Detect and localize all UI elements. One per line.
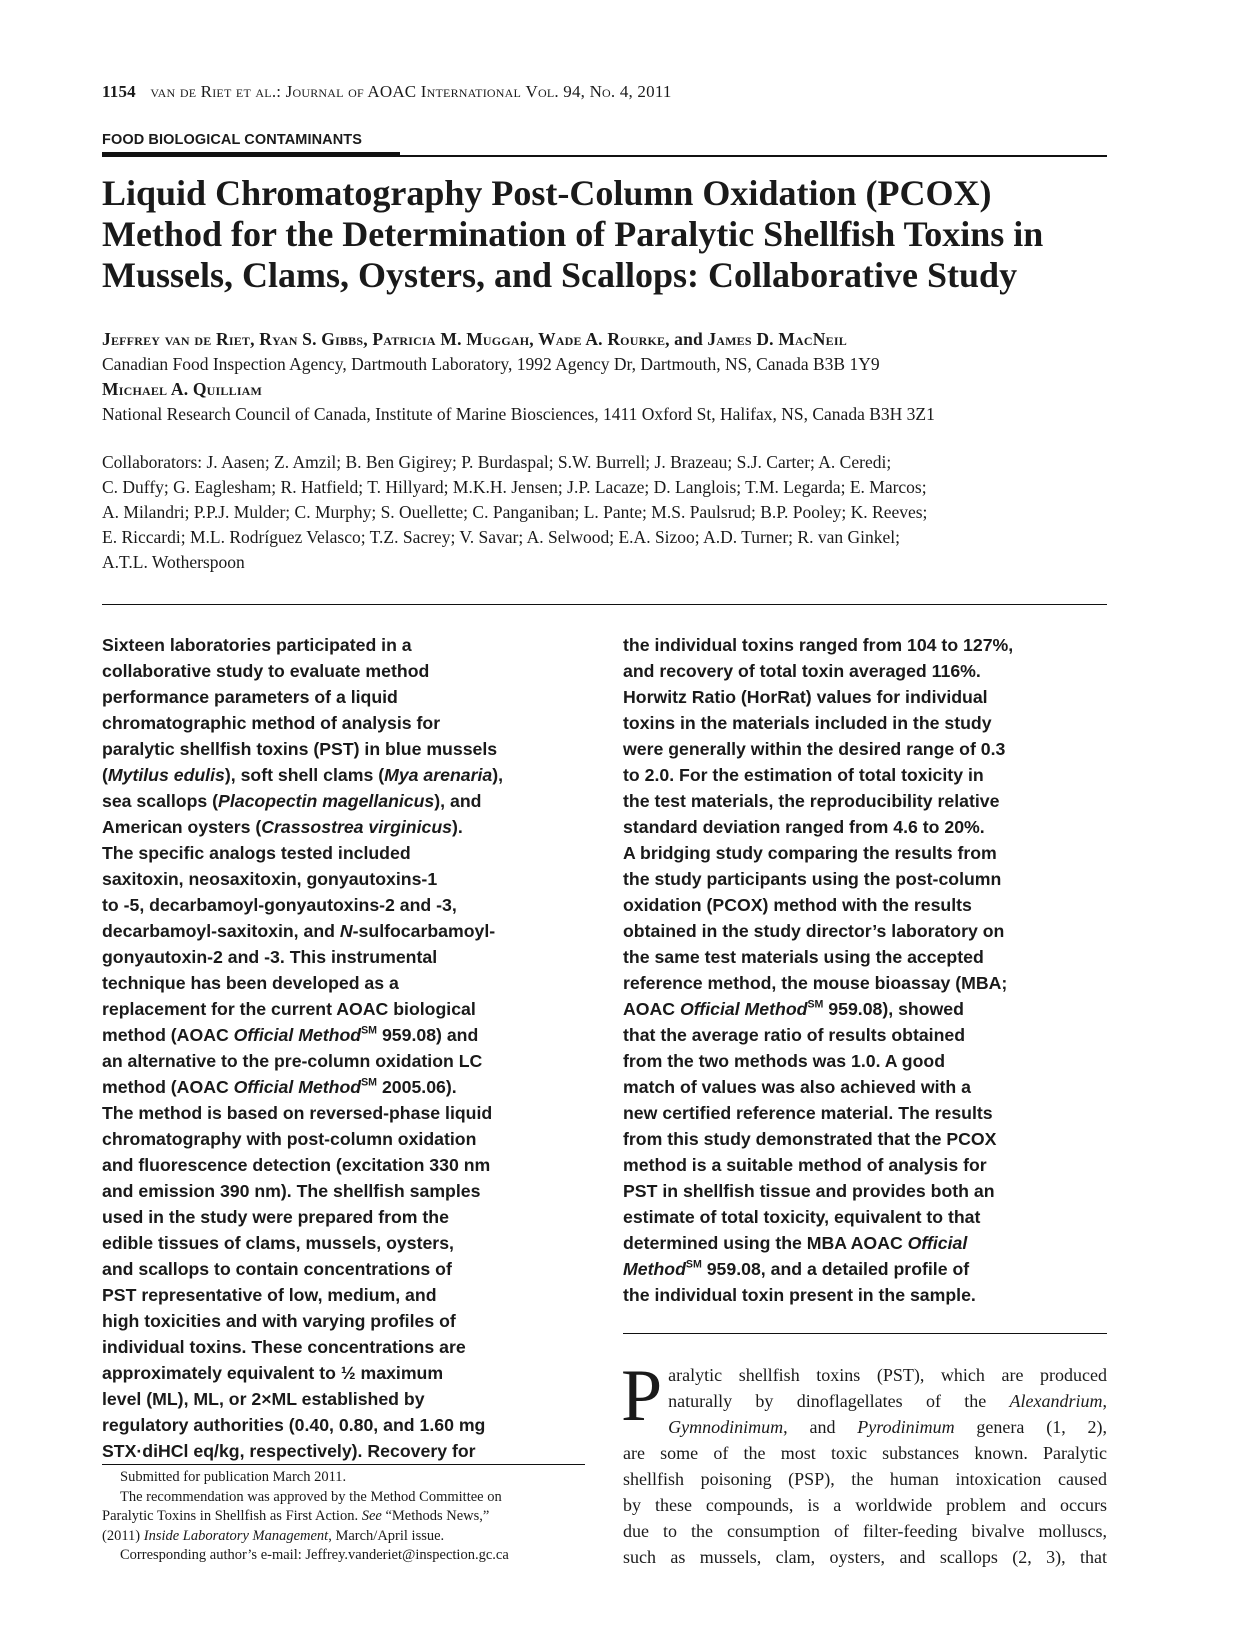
abstract-line: method is a suitable method of analysis for	[623, 1155, 987, 1175]
body-line: such as mussels, clam, oysters, and scallops (2, 3), that	[623, 1547, 1107, 1567]
abstract-line: the test materials, the reproducibility relative	[623, 791, 1000, 811]
footnotes	[102, 1468, 592, 1566]
authors-block	[102, 327, 1112, 427]
abstract-end-rule	[623, 1333, 1107, 1334]
article-title	[102, 173, 1112, 296]
collaborators-line: A.T.L. Wotherspoon	[102, 552, 245, 572]
abstract-line: chromatography with post-column oxidation	[102, 1129, 477, 1149]
footnote-recommendation: The recommendation was approved by the Method Committee on	[120, 1488, 502, 1505]
abstract-line: to -5, decarbamoyl-gonyautoxins-2 and -3,	[102, 895, 457, 915]
abstract-line: decarbamoyl-saxitoxin, and N-sulfocarbamoyl-	[102, 921, 496, 941]
abstract-line: edible tissues of clams, mussels, oysters,	[102, 1233, 454, 1253]
abstract-line: saxitoxin, neosaxitoxin, gonyautoxins-1	[102, 869, 438, 889]
abstract-line: used in the study were prepared from the	[102, 1207, 449, 1227]
abstract-line: Horwitz Ratio (HorRat) values for individual	[623, 687, 988, 707]
abstract-line: sea scallops (Placopectin magellanicus), and	[102, 791, 482, 811]
abstract-line: the same test materials using the accepted	[623, 947, 984, 967]
abstract-line: The specific analogs tested included	[102, 843, 411, 863]
abstract-line: and fluorescence detection (excitation 330 nm	[102, 1155, 491, 1175]
footnote-rule	[102, 1464, 585, 1465]
affiliation-2: National Research Council of Canada, Institute of Marine Biosciences, 1411 Oxford St, Halifax, NS, Canada B3H 3Z1	[102, 404, 935, 424]
abstract-line: that the average ratio of results obtained	[623, 1025, 966, 1045]
species-name: Crassostrea virginicus	[261, 817, 452, 837]
collaborators-line: C. Duffy; G. Eaglesham; R. Hatfield; T. Hillyard; M.K.H. Jensen; J.P. Lacaze; D. Langlois; T.M. Legarda; E. Marcos;	[102, 477, 927, 497]
abstract-line: from this study demonstrated that the PCOX	[623, 1129, 997, 1149]
abstract-line: regulatory authorities (0.40, 0.80, and 1.60 mg	[102, 1415, 486, 1435]
abstract-line: individual toxins. These concentrations are	[102, 1337, 466, 1357]
abstract-line: American oysters (Crassostrea virginicus).	[102, 817, 463, 837]
collaborators-line: E. Riccardi; M.L. Rodríguez Velasco; T.Z. Sacrey; V. Savar; A. Selwood; E.A. Sizoo; A.D. Turner; R. van Ginkel;	[102, 527, 900, 547]
abstract-line: replacement for the current AOAC biological	[102, 999, 476, 1019]
abstract-line: standard deviation ranged from 4.6 to 20%.	[623, 817, 985, 837]
abstract-line: toxins in the materials included in the study	[623, 713, 992, 733]
abstract-line: AOAC Official Method℠ 959.08), showed	[623, 998, 964, 1019]
header-divider	[102, 604, 1107, 605]
author-names-1: Jeffrey van de Riet, Ryan S. Gibbs, Patricia M. Muggah, Wade A. Rourke,	[102, 329, 670, 349]
body-line: aralytic shellfish toxins (PST), which are produced	[668, 1365, 1107, 1385]
author-and: and	[674, 329, 703, 349]
author-names-1-last: James D. MacNeil	[707, 329, 847, 349]
abstract-line: technique has been developed as a	[102, 973, 399, 993]
abstract-line: high toxicities and with varying profiles of	[102, 1311, 456, 1331]
species-name: Mytilus edulis	[107, 765, 225, 785]
body-line: naturally by dinoflagellates of the Alexandrium,	[668, 1391, 1107, 1411]
footnote-submitted: Submitted for publication March 2011.	[120, 1469, 347, 1485]
introduction-body	[621, 1355, 1107, 1570]
abstract-line: PST in shellfish tissue and provides both an	[623, 1181, 995, 1201]
abstract-line: method (AOAC Official Method℠ 959.08) and	[102, 1024, 479, 1045]
abstract-line: gonyautoxin-2 and -3. This instrumental	[102, 947, 438, 967]
body-line: due to the consumption of filter-feeding bivalve molluscs,	[623, 1521, 1107, 1541]
abstract-line: collaborative study to evaluate method	[102, 661, 430, 681]
page-number: 1154	[102, 82, 136, 101]
abstract-line: the individual toxins ranged from 104 to 127%,	[623, 635, 1014, 655]
abstract-line: determined using the MBA AOAC Official	[623, 1233, 968, 1253]
authors-line-1	[102, 327, 1112, 352]
title-line: Mussels, Clams, Oysters, and Scallops: Collaborative Study	[102, 255, 1018, 295]
drop-cap: P	[621, 1355, 663, 1437]
footnote-recommendation: (2011) Inside Laboratory Management, March/April issue.	[102, 1527, 445, 1544]
abstract-line: estimate of total toxicity, equivalent to that	[623, 1207, 981, 1227]
footnote-corresponding-author: Corresponding author’s e-mail: Jeffrey.vanderiet@inspection.gc.ca	[120, 1547, 509, 1563]
body-line: shellfish poisoning (PSP), the human intoxication caused	[623, 1469, 1107, 1489]
collaborators-line: A. Milandri; P.P.J. Mulder; C. Murphy; S. Ouellette; C. Panganiban; L. Pante; M.S. Paulsrud; B.P. Pooley; K. Reeves;	[102, 502, 928, 522]
abstract-right-column	[623, 632, 1113, 1308]
abstract-line: (Mytilus edulis), soft shell clams (Mya arenaria),	[102, 765, 504, 785]
body-line: are some of the most toxic substances known. Paralytic	[623, 1443, 1107, 1463]
abstract-line: an alternative to the pre-column oxidation LC	[102, 1051, 483, 1071]
abstract-line: the individual toxin present in the sample.	[623, 1285, 976, 1305]
abstract-line: and recovery of total toxin averaged 116%.	[623, 661, 981, 681]
abstract-line: new certified reference material. The results	[623, 1103, 993, 1123]
abstract-line: Sixteen laboratories participated in a	[102, 635, 412, 655]
title-line: Method for the Determination of Paralytic Shellfish Toxins in	[102, 214, 1044, 254]
abstract-line: obtained in the study director’s laboratory on	[623, 921, 1005, 941]
running-header-volume: Vol. 94, No. 4, 2011	[525, 82, 672, 101]
running-header	[102, 82, 672, 102]
abstract-line: and scallops to contain concentrations of	[102, 1259, 452, 1279]
abstract-line: to 2.0. For the estimation of total toxicity in	[623, 765, 984, 785]
author-names-2: Michael A. Quilliam	[102, 379, 263, 399]
abstract-left-column	[102, 632, 592, 1464]
abstract-line: level (ML), ML, or 2×ML established by	[102, 1389, 425, 1409]
title-line: Liquid Chromatography Post-Column Oxidation (PCOX)	[102, 173, 992, 213]
abstract-line: were generally within the desired range of 0.3	[623, 739, 1006, 759]
running-header-separator: :	[276, 82, 286, 101]
abstract-line: and emission 390 nm). The shellfish samples	[102, 1181, 481, 1201]
abstract-line: paralytic shellfish toxins (PST) in blue mussels	[102, 739, 498, 759]
abstract-line: match of values was also achieved with a	[623, 1077, 971, 1097]
abstract-line: PST representative of low, medium, and	[102, 1285, 437, 1305]
top-rule	[102, 155, 1107, 157]
species-name: Mya arenaria	[384, 765, 493, 785]
abstract-line: approximately equivalent to ½ maximum	[102, 1363, 444, 1383]
abstract-line: STX·diHCl eq/kg, respectively). Recovery for	[102, 1441, 476, 1461]
species-name: Placopectin magellanicus	[218, 791, 435, 811]
collaborators	[102, 450, 1112, 575]
section-label: FOOD BIOLOGICAL CONTAMINANTS	[102, 132, 363, 148]
abstract-line: chromatographic method of analysis for	[102, 713, 441, 733]
affiliation-1: Canadian Food Inspection Agency, Dartmouth Laboratory, 1992 Agency Dr, Dartmouth, NS, Canada B3B 1Y9	[102, 354, 880, 374]
body-line: Gymnodinimum, and Pyrodinimum genera (1, 2),	[668, 1417, 1107, 1437]
abstract-line: from the two methods was 1.0. A good	[623, 1051, 946, 1071]
abstract-line: The method is based on reversed-phase liquid	[102, 1103, 493, 1123]
body-line: by these compounds, is a worldwide problem and occurs	[623, 1495, 1107, 1515]
abstract-line: performance parameters of a liquid	[102, 687, 398, 707]
abstract-line: oxidation (PCOX) method with the results	[623, 895, 972, 915]
abstract-line: the study participants using the post-column	[623, 869, 1002, 889]
abstract-line: method (AOAC Official Method℠ 2005.06).	[102, 1076, 457, 1097]
abstract-line: A bridging study comparing the results from	[623, 843, 997, 863]
running-header-journal: Journal of AOAC International	[285, 82, 522, 101]
running-header-authors: van de Riet et al.	[150, 82, 277, 101]
footnote-recommendation: Paralytic Toxins in Shellfish as First Action. See “Methods News,”	[102, 1508, 490, 1524]
abstract-line: reference method, the mouse bioassay (MBA;	[623, 973, 1008, 993]
abstract-line: Method℠ 959.08, and a detailed profile of	[623, 1258, 970, 1279]
collaborators-line: Collaborators: J. Aasen; Z. Amzil; B. Ben Gigirey; P. Burdaspal; S.W. Burrell; J. Brazeau; S.J. Carter; A. Ceredi;	[102, 452, 892, 472]
